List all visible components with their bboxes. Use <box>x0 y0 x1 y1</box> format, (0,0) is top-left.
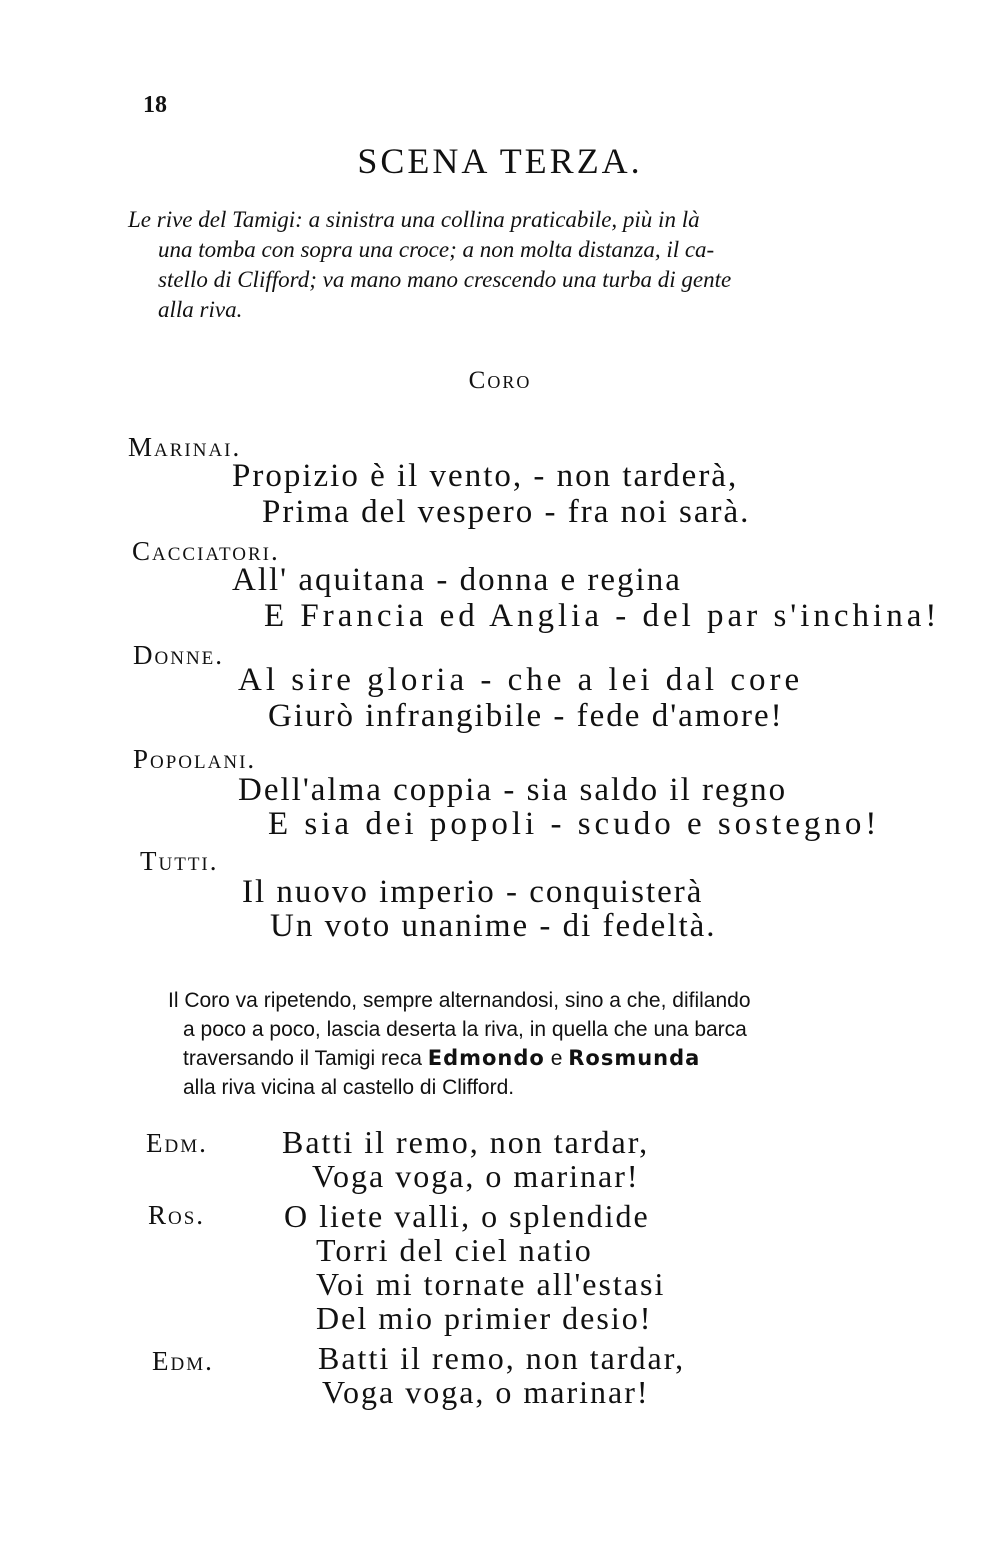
speaker-name: Edm. <box>146 1128 208 1158</box>
verse-line: Voga voga, o marinar! <box>322 1374 650 1410</box>
character-name-rosmunda: Rosmunda <box>568 1046 701 1070</box>
character-name-edmondo: Edmondo <box>427 1046 545 1070</box>
instruction-line: a poco a poco, lascia deserta la riva, in quella che una barca <box>183 1018 747 1041</box>
verse-line: Batti il remo, non tardar, <box>282 1124 650 1160</box>
instruction-line: Il Coro va ripetendo, sempre alternandosi, sino a che, difilando <box>168 989 751 1012</box>
verse-line: O liete valli, o splendide <box>284 1198 650 1234</box>
scene-title: SCENA TERZA. <box>357 141 643 181</box>
verse-line: Il nuovo imperio - conquisterà <box>242 874 704 910</box>
speaker-name: Donne. <box>133 640 225 670</box>
stage-direction-line: una tomba con sopra una croce; a non molta distanza, il ca- <box>158 237 715 262</box>
stage-direction-line: Le rive del Tamigi: a sinistra una collina praticabile, più in là <box>128 207 700 232</box>
speaker-name: Popolani. <box>133 744 257 774</box>
instruction-text: traversando il Tamigi reca <box>183 1047 422 1070</box>
verse-line: Al sire gloria - che a lei dal core <box>238 662 804 698</box>
verse-line: Voi mi tornate all'estasi <box>316 1266 666 1302</box>
verse-line: E Francia ed Anglia - del par s'inchina! <box>264 598 941 634</box>
stage-direction <box>128 205 873 325</box>
verse-line: Batti il remo, non tardar, <box>318 1340 686 1376</box>
verse-line: Torri del ciel natio <box>316 1232 593 1268</box>
verse-line: Un voto unanime - di fedeltà. <box>270 908 717 944</box>
instruction-line <box>168 1044 888 1073</box>
verse-line: Del mio primier desio! <box>316 1300 653 1336</box>
page-number: 18 <box>143 92 167 118</box>
stage-direction-line: alla riva. <box>158 297 243 322</box>
verse-line: E sia dei popoli - scudo e sostegno! <box>268 806 881 842</box>
verse-line: Giurò infrangibile - fede d'amore! <box>268 698 784 734</box>
speaker-name: Edm. <box>152 1346 214 1376</box>
chorus-heading: Coro <box>468 367 532 394</box>
conjunction: e <box>550 1047 563 1070</box>
stage-direction-line: stello di Clifford; va mano mano crescendo una turba di gente <box>158 267 732 292</box>
speaker-name: Marinai. <box>128 432 242 462</box>
speaker-name: Ros. <box>148 1200 206 1230</box>
stage-instructions <box>168 986 888 1102</box>
verse-line: Dell'alma coppia - sia saldo il regno <box>238 772 788 808</box>
verse-line: Propizio è il vento, - non tarderà, <box>232 458 739 494</box>
instruction-line: alla riva vicina al castello di Clifford. <box>183 1076 515 1099</box>
speaker-name: Cacciatori. <box>132 536 280 566</box>
verse-line: All' aquitana - donna e regina <box>232 562 682 598</box>
verse-line: Voga voga, o marinar! <box>312 1158 640 1194</box>
verse-line: Prima del vespero - fra noi sarà. <box>262 494 751 530</box>
speaker-name: Tutti. <box>140 846 219 876</box>
